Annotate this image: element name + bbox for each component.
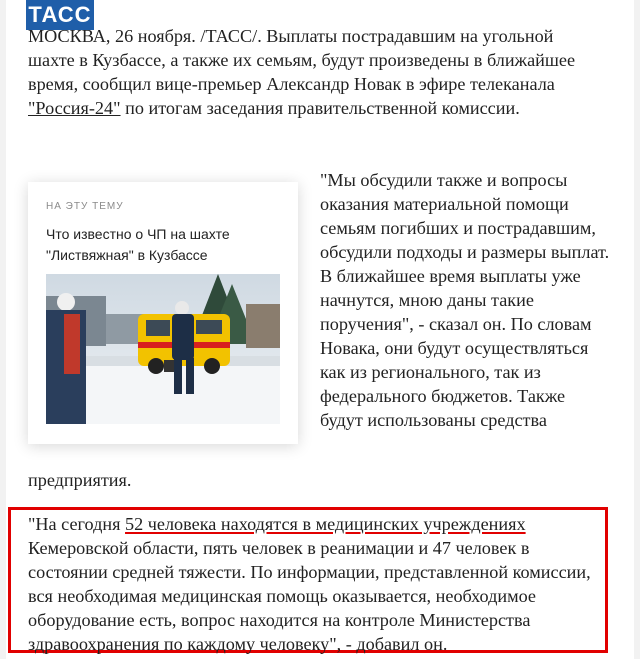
article-paragraph-1 — [28, 24, 588, 120]
article-paragraph-2-end: предприятия. — [28, 470, 132, 490]
highlighted-phrase: 52 человека находятся в медицинских учреждениях — [125, 514, 526, 534]
related-article-photo[interactable] — [46, 274, 280, 424]
related-kicker: НА ЭТУ ТЕМУ — [46, 201, 124, 212]
related-article-card[interactable] — [28, 182, 298, 444]
paragraph-3-start: "На сегодня — [28, 514, 126, 534]
article-paragraph-3 — [28, 512, 608, 656]
paragraph-1-text: МОСКВА, 26 ноября. /ТАСС/. Выплаты пострадавшим на угольной шахте в Кузбассе, а также их семьям, будут произведены в ближайшее время, сообщил вице-премьер Александр Новак в эфире телеканала — [28, 26, 576, 94]
related-title[interactable]: Что известно о ЧП на шахте "Листвяжная" в Кузбассе — [46, 226, 230, 263]
page-margin-left — [0, 0, 6, 659]
russia-24-link[interactable]: "Россия-24" — [28, 98, 121, 118]
article-paragraph-2: "Мы обсудили также и вопросы оказания материальной помощи семьям погибших и пострадавшим, обсудили подходы и размеры выплат. В ближайшее время выплаты уже начнутся, мною даны такие поручения", - сказал он. По словам Новака, они будут осуществляться как из регионального, так из федерального бюджетов. Также будут использованы средства — [320, 170, 610, 430]
paragraph-1-end: по итогам заседания правительственной комиссии. — [120, 98, 520, 118]
page-margin-right — [634, 0, 640, 659]
paragraph-3-end: Кемеровской области, пять человек в реанимации и 47 человек в состоянии средней тяжести. По информации, представленной комиссии, вся необходимая медицинская помощь оказывается, необходимое оборудование есть, вопрос находится на контроле Министерства здравоохранения по каждому человеку", - добавил он. — [28, 538, 591, 654]
tass-logo[interactable]: ТАСС — [26, 0, 94, 30]
